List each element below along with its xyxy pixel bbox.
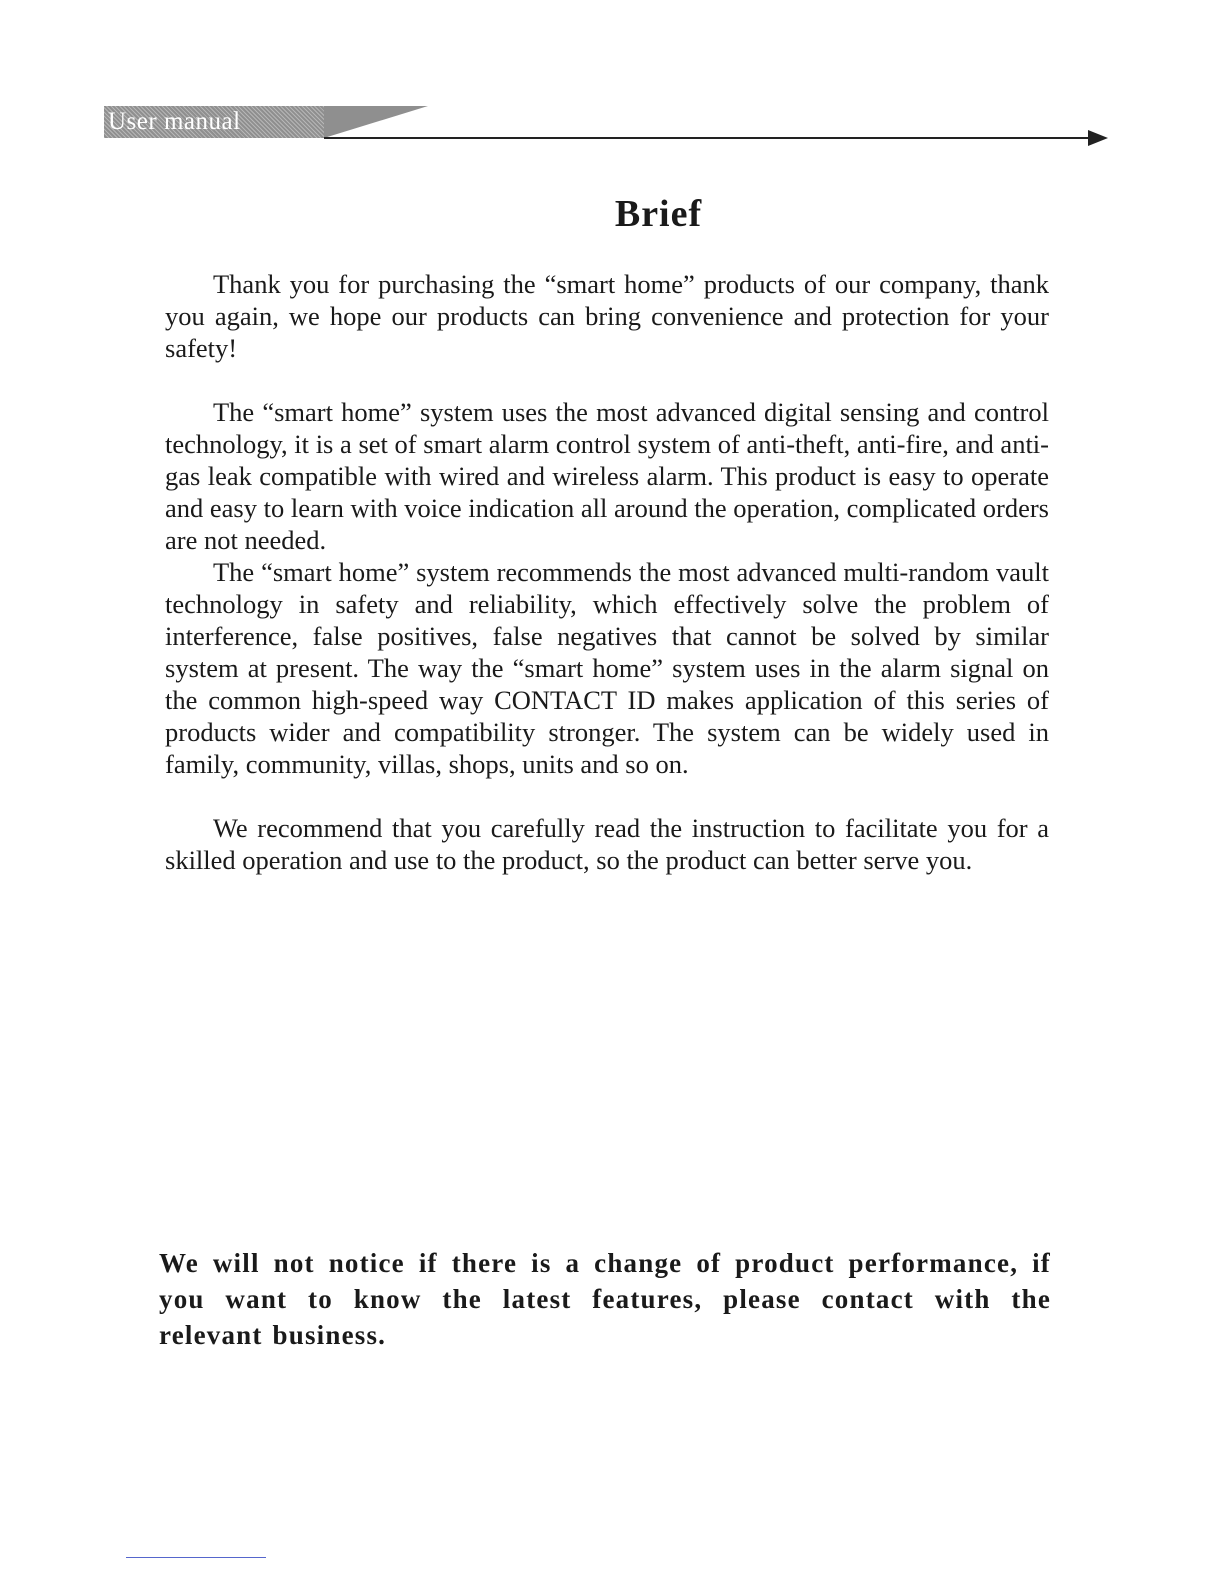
header-tab-wedge <box>324 106 428 138</box>
paragraph-system-overview: The “smart home” system uses the most advanced digital sensing and control technology, it is a set of smart alarm control system of anti-theft, anti-fire, and anti-gas leak compatible with wired and wireless alarm. This product is easy to operate and easy to learn with voice indication all around the operation, complicated orders are not needed. <box>165 397 1049 555</box>
performance-notice: We will not notice if there is a change of product performance, if you want to know the latest features, please contact with the relevant business. <box>159 1248 1051 1350</box>
page-title: Brief <box>614 193 703 235</box>
footnote-rule <box>126 1557 266 1558</box>
paragraph-technology: The “smart home” system recommends the most advanced multi-random vault technology in safety and reliability, which effectively solve the problem of interference, false positives, false negatives that cannot be solved by similar system at present. The way the “smart home” system uses in the alarm signal on the common high-speed way CONTACT ID makes application of this series of products wider and compatibility stronger. The system can be widely used in family, community, villas, shops, units and so on. <box>165 557 1049 779</box>
page-header <box>104 104 1108 144</box>
header-rule <box>324 137 1094 139</box>
brief-body <box>165 268 1049 876</box>
paragraph-recommendation: We recommend that you carefully read the instruction to facilitate you for a skilled operation and use to the product, so the product can better serve you. <box>165 813 1049 875</box>
paragraph-thanks: Thank you for purchasing the “smart home” products of our company, thank you again, we hope our products can bring convenience and protection for your safety! <box>165 269 1049 363</box>
arrow-right-icon <box>1088 130 1108 146</box>
header-tab <box>104 106 324 138</box>
header-tab-label: User manual <box>108 108 241 135</box>
